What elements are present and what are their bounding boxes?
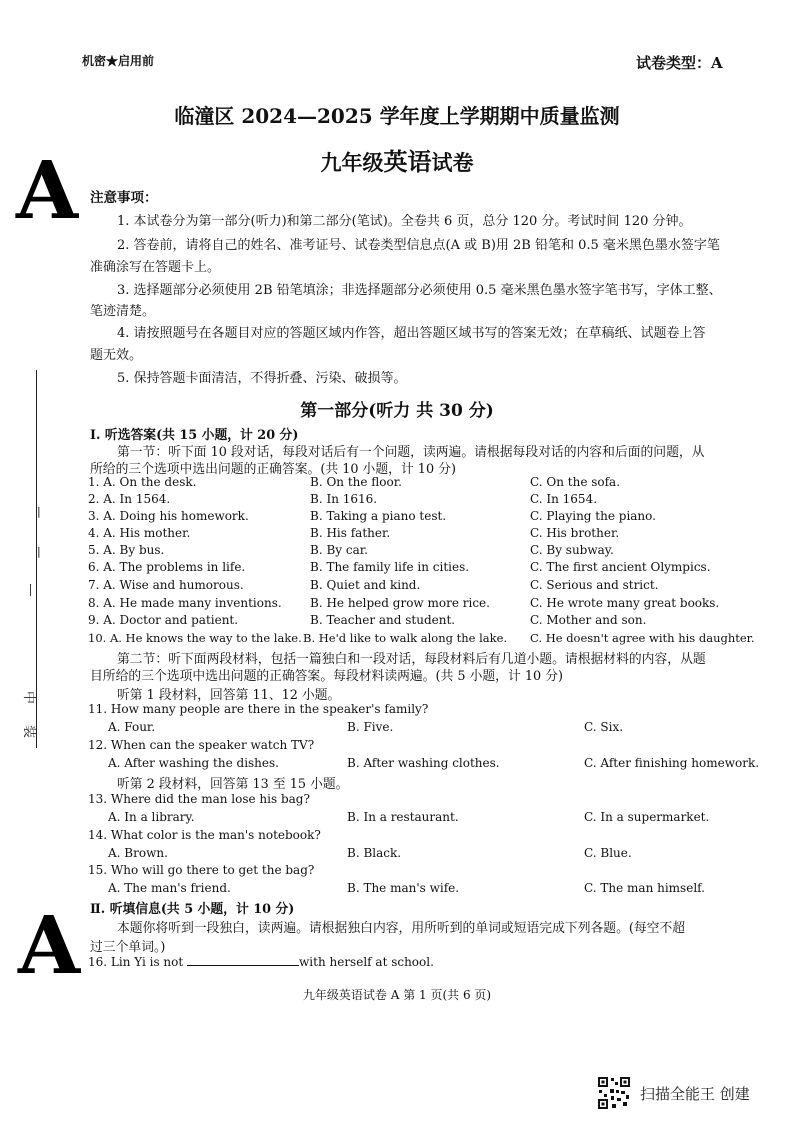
instruction-line: 所给的三个选项中选出问题的正确答案。(共 10 小题，计 10 分) — [90, 462, 456, 477]
question-14-option-a: A. Brown. — [108, 846, 168, 860]
question-16 — [88, 954, 434, 969]
question-8-option-b: B. He helped grow more rice. — [310, 596, 490, 610]
question-15-stem: 15. Who will go there to get the bag? — [88, 863, 315, 877]
note-line: 4. 请按照题号在各题目对应的答题区域内作答，超出答题区域书写的答案无效；在草稿纸、试题卷上答 — [117, 326, 706, 341]
question-15-option-b: B. The man's wife. — [347, 881, 460, 895]
question-10-option-a: 10. A. He knows the way to the lake. — [88, 631, 302, 645]
question-2-option-b: B. In 1616. — [310, 492, 378, 506]
question-13-option-a: A. In a library. — [108, 810, 195, 824]
question-9-option-c: C. Mother and son. — [530, 613, 647, 627]
question-7-option-c: C. Serious and strict. — [530, 578, 659, 592]
question-1-option-a: 1. A. On the desk. — [88, 475, 197, 489]
question-12-stem: 12. When can the speaker watch TV? — [88, 738, 315, 752]
question-1-option-b: B. On the floor. — [310, 475, 402, 489]
exam-subtitle — [0, 142, 794, 177]
question-4-option-b: B. His father. — [310, 526, 391, 540]
material-1-note: 听第 1 段材料，回答第 11、12 小题。 — [117, 688, 341, 703]
section-two-heading: Ⅱ. 听填信息(共 5 小题，计 10 分) — [90, 902, 295, 917]
question-14-stem: 14. What color is the man's notebook? — [88, 828, 321, 842]
question-5-option-b: B. By car. — [310, 543, 368, 557]
note-line: 5. 保持答题卡面清洁，不得折叠、污染、破损等。 — [117, 371, 407, 386]
page-footer: 九年级英语试卷 A 第 1 页(共 6 页) — [302, 988, 492, 1002]
question-8-option-a: 8. A. He made many inventions. — [88, 596, 282, 610]
question-2-option-c: C. In 1654. — [530, 492, 598, 506]
binding-mark: 装 — [21, 724, 37, 739]
question-6-option-b: B. The family life in cities. — [310, 560, 470, 574]
exam-title: 临潼区 2024—2025 学年度上学期期中质量监测 — [174, 104, 620, 128]
confidential-label: 机密★启用前 — [82, 54, 155, 68]
binding-mark: | — [37, 505, 41, 518]
note-line: 笔迹清楚。 — [90, 304, 156, 319]
question-3-option-a: 3. A. Doing his homework. — [88, 509, 249, 523]
question-11-option-c: C. Six. — [584, 720, 624, 734]
question-13-option-c: C. In a supermarket. — [584, 810, 710, 824]
question-11-option-a: A. Four. — [108, 720, 156, 734]
question-7-option-b: B. Quiet and kind. — [310, 578, 421, 592]
question-2-option-a: 2. A. In 1564. — [88, 492, 171, 506]
binding-mark: 中 — [21, 690, 37, 705]
question-5-option-a: 5. A. By bus. — [88, 543, 165, 557]
question-12-option-a: A. After washing the dishes. — [108, 756, 279, 770]
question-13-option-b: B. In a restaurant. — [347, 810, 459, 824]
instruction-line: 本题你将听到一段独白，读两遍。请根据独白内容，用所听到的单词或短语完成下列各题。(每空不超 — [117, 921, 686, 936]
part-one-title: 第一部分(听力 共 30 分) — [300, 401, 494, 421]
question-9-option-a: 9. A. Doctor and patient. — [88, 613, 239, 627]
answer-blank[interactable] — [187, 954, 299, 966]
question-10-option-c: C. He doesn't agree with his daughter. — [530, 631, 755, 645]
question-1-option-c: C. On the sofa. — [530, 475, 621, 489]
question-11-stem: 11. How many people are there in the speaker's family? — [88, 702, 429, 716]
note-line: 1. 本试卷分为第一部分(听力)和第二部分(笔试)。全卷共 6 页，总分 120 分。考试时间 120 分钟。 — [117, 214, 692, 229]
qr-code-icon — [597, 1076, 631, 1110]
question-12-option-c: C. After finishing homework. — [584, 756, 760, 770]
instruction-line: 第一节：听下面 10 段对话，每段对话后有一个问题，读两遍。请根据每段对话的内容和后面的问题，从 — [117, 445, 705, 460]
binding-mark: | — [37, 545, 41, 558]
note-line: 3. 选择题部分必须使用 2B 铅笔填涂；非选择题部分必须使用 0.5 毫米黑色墨水签字笔书写，字体工整、 — [117, 283, 722, 298]
question-3-option-c: C. Playing the piano. — [530, 509, 656, 523]
question-6-option-c: C. The first ancient Olympics. — [530, 560, 711, 574]
question-3-option-b: B. Taking a piano test. — [310, 509, 447, 523]
question-5-option-c: C. By subway. — [530, 543, 614, 557]
question-9-option-b: B. Teacher and student. — [310, 613, 456, 627]
question-4-option-c: C. His brother. — [530, 526, 620, 540]
question-4-option-a: 4. A. His mother. — [88, 526, 191, 540]
subtitle-suffix: 试卷 — [431, 150, 474, 175]
note-line: 准确涂写在答题卡上。 — [90, 260, 221, 275]
paper-type-letter-top: A — [16, 143, 79, 237]
question-15-option-c: C. The man himself. — [584, 881, 705, 895]
subtitle-grade: 九年级 — [320, 150, 384, 175]
question-16-prefix: 16. Lin Yi is not — [88, 955, 188, 969]
paper-type-letter-bottom: A — [18, 898, 81, 992]
binding-mark: 丨 — [24, 584, 38, 599]
scanner-watermark: 扫描全能王 创建 — [640, 1085, 750, 1103]
question-8-option-c: C. He wrote many great books. — [530, 596, 720, 610]
note-line: 2. 答卷前，请将自己的姓名、准考证号、试卷类型信息点(A 或 B)用 2B 铅笔和 0.5 毫米黑色墨水签字笔 — [117, 238, 720, 253]
instruction-line: 第二节：听下面两段材料，包括一篇独白和一段对话，每段材料后有几道小题。请根据材料的内容，从题 — [117, 652, 706, 667]
question-11-option-b: B. Five. — [347, 720, 394, 734]
question-14-option-b: B. Black. — [347, 846, 402, 860]
question-13-stem: 13. Where did the man lose his bag? — [88, 792, 310, 806]
question-15-option-a: A. The man's friend. — [108, 881, 231, 895]
question-6-option-a: 6. A. The problems in life. — [88, 560, 246, 574]
question-7-option-a: 7. A. Wise and humorous. — [88, 578, 244, 592]
paper-type-label: 试卷类型：A — [636, 54, 723, 72]
question-10-option-b: B. He'd like to walk along the lake. — [303, 631, 508, 645]
material-2-note: 听第 2 段材料，回答第 13 至 15 小题。 — [117, 777, 349, 792]
instruction-line: 目所给的三个选项中选出问题的正确答案。每段材料读两遍。(共 5 小题，计 10 分) — [90, 669, 563, 684]
note-line: 题无效。 — [90, 348, 143, 363]
instruction-line: 过三个单词。) — [90, 940, 166, 955]
subtitle-subject: 英语 — [383, 147, 432, 176]
section-one-heading: Ⅰ. 听选答案(共 15 小题，计 20 分) — [90, 428, 299, 443]
question-14-option-c: C. Blue. — [584, 846, 632, 860]
question-12-option-b: B. After washing clothes. — [347, 756, 500, 770]
notes-heading: 注意事项： — [90, 190, 158, 206]
question-16-suffix: with herself at school. — [299, 955, 434, 969]
